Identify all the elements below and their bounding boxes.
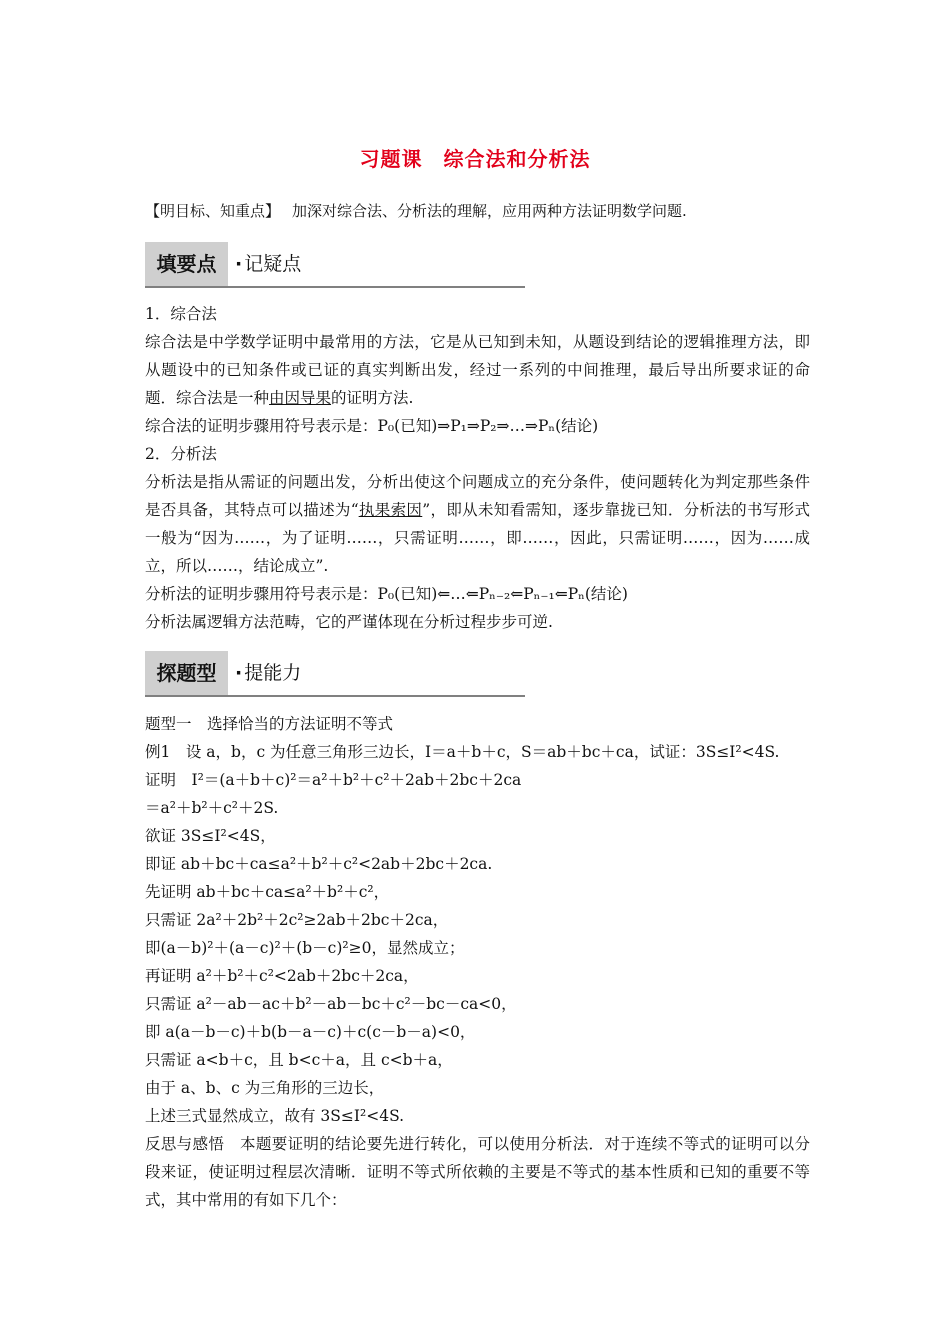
item1-paragraph xyxy=(145,328,810,412)
proof-line: 由于 a、b、c 为三角形的三边长， xyxy=(145,1079,385,1097)
section-header-key-points xyxy=(145,242,525,288)
item1-text-pre: 综合法是中学数学证明中最常用的方法，它是从已知到未知，从题设到结论的逻辑推理方法，即从题设中的已知条件或已证的真实判断出发，经过一系列的中间推理，最后导出所要求证的命题．综合法是一种 xyxy=(145,333,810,407)
proof-line: 再证明 a²＋b²＋c²<2ab＋2bc＋2ca， xyxy=(145,967,419,985)
item2-note: 分析法属逻辑方法范畴，它的严谨体现在分析过程步步可逆. xyxy=(145,613,553,631)
proof-line: 欲证 3S≤I²<4S， xyxy=(145,827,276,845)
item2-paragraph xyxy=(145,468,810,580)
section-tag-fill-points: 填要点 xyxy=(145,242,228,286)
proof-line: 上述三式显然成立，故有 3S≤I²<4S. xyxy=(145,1107,405,1125)
proof-line: 例1 设 a，b，c 为任意三角形三边长，I＝a＋b＋c，S＝ab＋bc＋ca，试证：3S≤I²<4S. xyxy=(145,743,780,761)
item2-symbol-line: 分析法的证明步骤用符号表示是：P₀(已知)⇐…⇐Pₙ₋₂⇐Pₙ₋₁⇐Pₙ(结论) xyxy=(145,585,628,603)
page-title: 习题课 综合法和分析法 xyxy=(359,147,591,171)
section-subtitle-text-2: 提能力 xyxy=(244,662,302,684)
key-points-content xyxy=(145,300,810,636)
proof-line: 先证明 ab＋bc＋ca≤a²＋b²＋c²， xyxy=(145,883,390,901)
item2-underlined-term: 执果索因 xyxy=(358,501,423,519)
objectives-label: 【明目标、知重点】 xyxy=(145,202,281,220)
section-subtitle-remember-doubts: · 记疑点 xyxy=(235,253,302,275)
problem-type-heading: 题型一 选择恰当的方法证明不等式 xyxy=(145,715,394,733)
item2-text-post: ”，即从未知看需知，逐步靠拢已知．分析法的书写形式一般为“因为……，为了证明……，只需证明……，即……，因此，只需证明……，因为……成立，所以……，结论成立”. xyxy=(145,501,810,575)
section-subtitle-text: 记疑点 xyxy=(244,253,302,275)
section-header-explore-types xyxy=(145,651,525,697)
item1-heading: 1．综合法 xyxy=(145,305,217,323)
item1-symbol-line: 综合法的证明步骤用符号表示是：P₀(已知)⇒P₁⇒P₂⇒…⇒Pₙ(结论) xyxy=(145,417,599,435)
proof-line: 即证 ab＋bc＋ca≤a²＋b²＋c²<2ab＋2bc＋2ca. xyxy=(145,855,493,873)
proof-line: 即 a(a－b－c)＋b(b－a－c)＋c(c－b－a)<0， xyxy=(145,1023,476,1041)
objectives xyxy=(145,201,687,221)
problem-content xyxy=(145,710,810,1214)
item1-underlined-term: 由因导果 xyxy=(269,389,332,407)
proof-line: 证明 I²＝(a＋b＋c)²＝a²＋b²＋c²＋2ab＋2bc＋2ca xyxy=(145,771,522,789)
section-tag-explore-types: 探题型 xyxy=(145,651,228,695)
section-subtitle-improve-ability: · 提能力 xyxy=(235,662,302,684)
reflection-paragraph: 反思与感悟 本题要证明的结论要先进行转化，可以使用分析法．对于连续不等式的证明可以分段来证，使证明过程层次清晰．证明不等式所依赖的主要是不等式的基本性质和已知的重要不等式，其中常用的有如下几个： xyxy=(145,1135,810,1209)
item2-text-pre: 分析法是指从需证的问题出发，分析出使这个问题成立的充分条件，使问题转化为判定那些条件是否具备，其特点可以描述为“ xyxy=(145,473,810,519)
objectives-text: 加深对综合法、分析法的理解，应用两种方法证明数学问题. xyxy=(292,202,687,220)
proof-line: 只需证 a²－ab－ac＋b²－ab－bc＋c²－bc－ca<0， xyxy=(145,995,517,1013)
proof-line: 只需证 a<b＋c，且 b<c＋a，且 c<b＋a， xyxy=(145,1051,453,1069)
proof-line: 即(a－b)²＋(a－c)²＋(b－c)²≥0，显然成立； xyxy=(145,939,465,957)
item1-text-post: 的证明方法. xyxy=(331,389,414,407)
item2-heading: 2．分析法 xyxy=(145,445,217,463)
proof-line: 只需证 2a²＋2b²＋2c²≥2ab＋2bc＋2ca， xyxy=(145,911,449,929)
proof-line: ＝a²＋b²＋c²＋2S. xyxy=(145,799,279,817)
